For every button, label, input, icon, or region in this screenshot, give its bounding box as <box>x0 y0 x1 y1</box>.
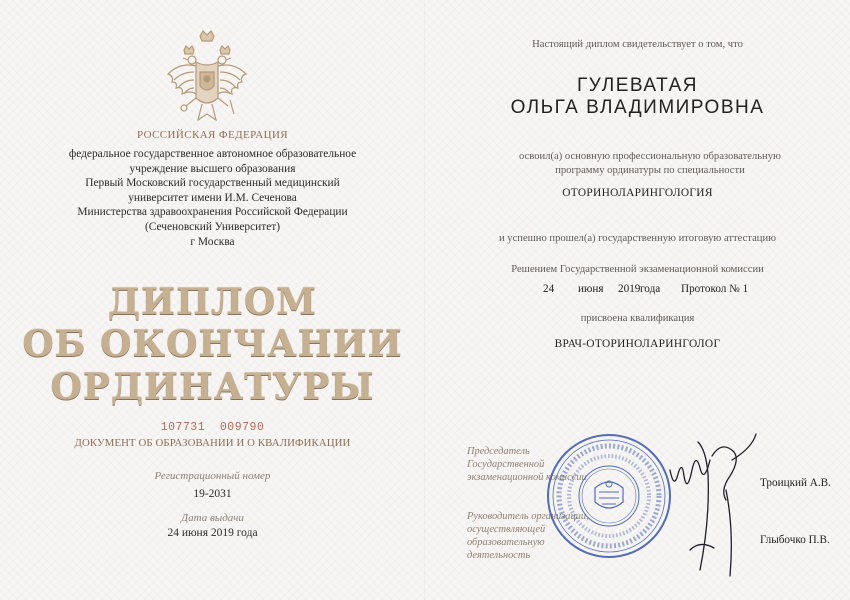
institution-line: федеральное государственное автономное образовательное <box>68 148 357 160</box>
registration-number: 19-2031 <box>193 488 232 500</box>
institution-line: Первый Московский государственный медицинский <box>85 177 340 190</box>
head-label-line: Руководитель организации, <box>467 511 589 522</box>
qualification-awarded-text: присвоена квалификация <box>580 313 695 324</box>
institution-line: (Сеченовский Университет) <box>144 220 281 233</box>
graduate-given-names: ОЛЬГА ВЛАДИМИРОВНА <box>510 97 765 118</box>
graduate-surname: ГУЛЕВАТАЯ <box>577 75 698 96</box>
chair-name: Троицкий А.В. <box>760 477 831 489</box>
attestation-text: и успешно прошел(а) государственную итоговую аттестацию <box>498 233 777 244</box>
decision-year-word: года <box>640 283 661 295</box>
head-label-line: деятельность <box>467 550 531 561</box>
chair-label-line: Председатель <box>467 446 530 457</box>
issue-date: 24 июня 2019 года <box>167 527 258 539</box>
official-seal-icon <box>545 432 673 560</box>
serial-number: 107731 009790 <box>160 421 265 434</box>
issue-date-label: Дата выдачи <box>181 512 244 524</box>
chair-label-line: Государственной <box>467 459 545 470</box>
decision-month: июня <box>578 283 604 295</box>
double-headed-eagle-emblem-icon <box>160 28 254 132</box>
country-name: РОССИЙСКАЯ ФЕДЕРАЦИЯ <box>136 129 289 141</box>
institution-line: университет имени И.М. Сеченова <box>128 191 297 204</box>
head-name: Глыбочко П.В. <box>760 534 830 546</box>
document-type: ДОКУМЕНТ ОБ ОБРАЗОВАНИИ И О КВАЛИФИКАЦИИ <box>74 437 351 449</box>
handwritten-signature-icon <box>660 430 760 580</box>
decision-day: 24 <box>543 283 555 295</box>
diploma-title-line-2: ОБ ОКОНЧАНИИ <box>22 323 403 365</box>
registration-label: Регистрационный номер <box>154 470 271 482</box>
head-label-line: осуществляющей образовательную <box>467 524 546 548</box>
institution-block <box>40 147 385 249</box>
qualification: ВРАЧ-ОТОРИНОЛАРИНГОЛОГ <box>554 338 721 350</box>
institution-line: Министерства здравоохранения Российской Федерации <box>77 206 348 219</box>
chair-label-line: экзаменационной комиссии <box>467 472 587 483</box>
intro-text: Настоящий диплом свидетельствует о том, что <box>532 39 743 50</box>
mastered-line: программу ординатуры по специальности <box>555 164 745 176</box>
institution-line: г Москва <box>190 235 235 248</box>
specialty: ОТОРИНОЛАРИНГОЛОГИЯ <box>562 187 713 199</box>
decision-year: 2019 <box>618 283 641 295</box>
institution-line: учреждение высшего образования <box>129 162 296 175</box>
diploma-title-line-1: ДИПЛОМ <box>107 281 318 323</box>
mastered-program-text <box>480 150 820 177</box>
mastered-line: освоил(а) основную профессиональную образовательную <box>519 151 781 162</box>
protocol-number: Протокол № 1 <box>681 283 749 295</box>
commission-decision-text: Решением Государственной экзаменационной комиссии <box>511 264 764 275</box>
diploma-title-line-3: ОРДИНАТУРЫ <box>50 366 375 408</box>
